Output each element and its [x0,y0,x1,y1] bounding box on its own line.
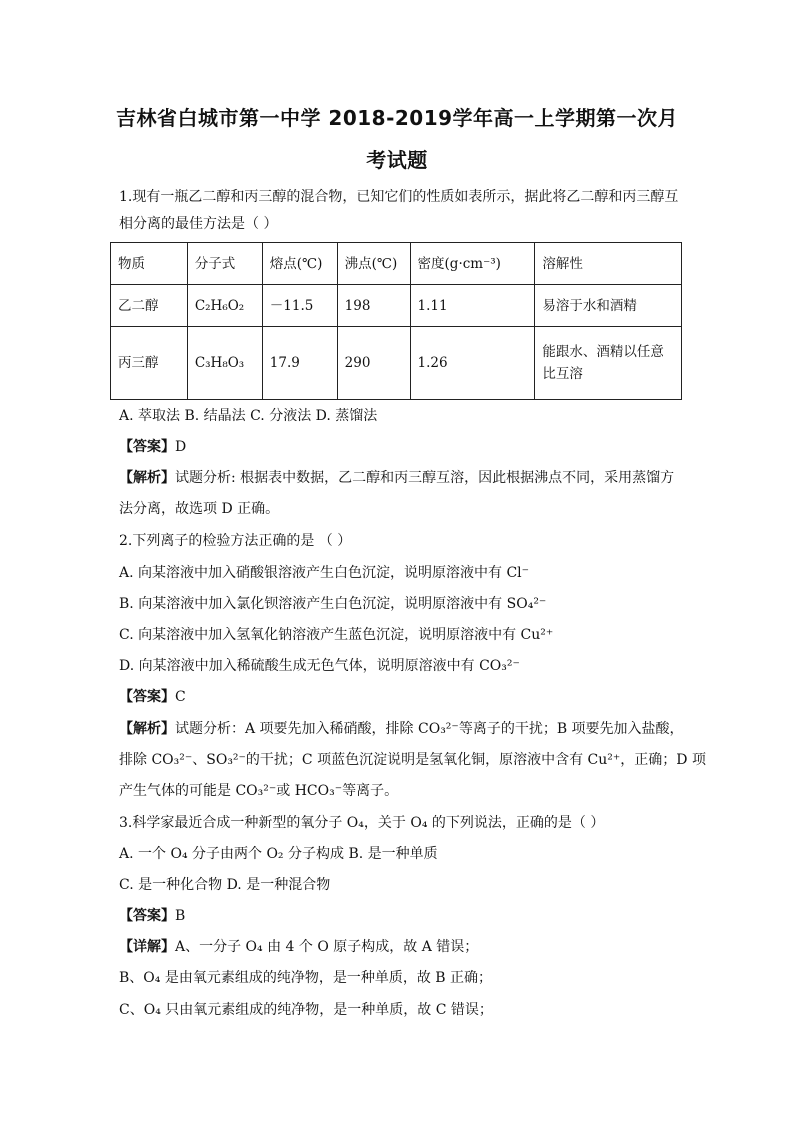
table-cell: 1.11 [410,285,535,327]
properties-table [110,242,682,400]
q2-stem: 2.下列离子的检验方法正确的是 （ ） [119,533,352,549]
table-header-row [111,243,682,285]
q1-options: A. 萃取法 B. 结晶法 C. 分液法 D. 蒸馏法 [119,408,378,424]
table-row [111,327,682,400]
answer-label: 【答案】 [119,689,175,705]
table-header-cell: 密度(g·cm⁻³) [410,243,535,285]
q1-analysis-line2: 法分离，故选项 D 正确。 [119,501,280,517]
q3-detail-line1 [119,938,684,956]
q3-detail-line3: C、O₄ 只由氧元素组成的纯净物，是一种单质，故 C 错误； [119,1002,493,1018]
table-header-cell: 沸点(℃) [337,243,410,285]
analysis-label: 【解析】 [119,721,175,737]
table-header-cell: 溶解性 [535,243,682,285]
table-cell: 198 [337,285,410,327]
table-cell: C₃H₈O₃ [187,327,262,400]
exam-title-line2: 考试题 [366,148,428,172]
q1-analysis-line1 [119,469,684,487]
table-cell: 290 [337,327,410,400]
table-cell: 能跟水、酒精以任意比互溶 [535,327,682,400]
exam-title-line1: 吉林省白城市第一中学 2018-2019学年高一上学期第一次月 [115,106,679,130]
table-cell: C₂H₆O₂ [187,285,262,327]
q2-option-d: D. 向某溶液中加入稀硫酸生成无色气体，说明原溶液中有 CO₃²⁻ [119,658,520,674]
table-header-cell: 物质 [111,243,188,285]
q1-stem-line2: 相分离的最佳方法是（ ） [119,216,278,232]
q2-option-b: B. 向某溶液中加入氯化钡溶液产生白色沉淀，说明原溶液中有 SO₄²⁻ [119,596,547,612]
q2-analysis-line3: 产生气体的可能是 CO₃²⁻或 HCO₃⁻等离子。 [119,783,399,799]
answer-value: D [175,439,187,455]
q3-options-line1: A. 一个 O₄ 分子由两个 O₂ 分子构成 B. 是一种单质 [119,846,438,862]
q2-analysis-line1 [119,720,684,738]
table-cell: 乙二醇 [111,285,188,327]
q1-answer [119,438,684,456]
answer-label: 【答案】 [119,439,175,455]
q2-option-c: C. 向某溶液中加入氢氧化钠溶液产生蓝色沉淀，说明原溶液中有 Cu²⁺ [119,627,554,643]
table-row [111,285,682,327]
table-header-cell: 分子式 [187,243,262,285]
q1-stem-line1: 1.现有一瓶乙二醇和丙三醇的混合物，已知它们的性质如表所示，据此将乙二醇和丙三醇互 [119,189,679,205]
answer-value: B [175,908,186,924]
q2-option-a: A. 向某溶液中加入硝酸银溶液产生白色沉淀，说明原溶液中有 Cl⁻ [119,565,530,581]
q3-stem: 3.科学家最近合成一种新型的氧分子 O₄，关于 O₄ 的下列说法，正确的是（ ） [119,815,605,831]
analysis-label: 【解析】 [119,470,175,486]
q3-answer [119,907,684,925]
table-cell: 1.26 [410,327,535,400]
detail-label: 【详解】 [119,939,175,955]
answer-label: 【答案】 [119,908,175,924]
answer-value: C [175,689,186,705]
q2-answer [119,688,684,706]
table-cell: －11.5 [262,285,337,327]
analysis-text: 试题分析: 根据表中数据，乙二醇和丙三醇互溶，因此根据沸点不同，采用蒸馏方 [175,470,675,486]
q2-analysis-line2: 排除 CO₃²⁻、SO₃²⁻的干扰；C 项蓝色沉淀说明是氢氧化铜，原溶液中含有 Cu²⁺，正确；D 项 [119,752,706,768]
detail-text: A、一分子 O₄ 由 4 个 O 原子构成，故 A 错误； [175,939,479,955]
table-cell: 丙三醇 [111,327,188,400]
q3-detail-line2: B、O₄ 是由氧元素组成的纯净物，是一种单质，故 B 正确； [119,970,493,986]
table-header-cell: 熔点(℃) [262,243,337,285]
table-cell: 易溶于水和酒精 [535,285,682,327]
q3-options-line2: C. 是一种化合物 D. 是一种混合物 [119,877,331,893]
analysis-text: 试题分析：A 项要先加入稀硝酸，排除 CO₃²⁻等离子的干扰；B 项要先加入盐酸， [175,721,684,737]
table-cell: 17.9 [262,327,337,400]
